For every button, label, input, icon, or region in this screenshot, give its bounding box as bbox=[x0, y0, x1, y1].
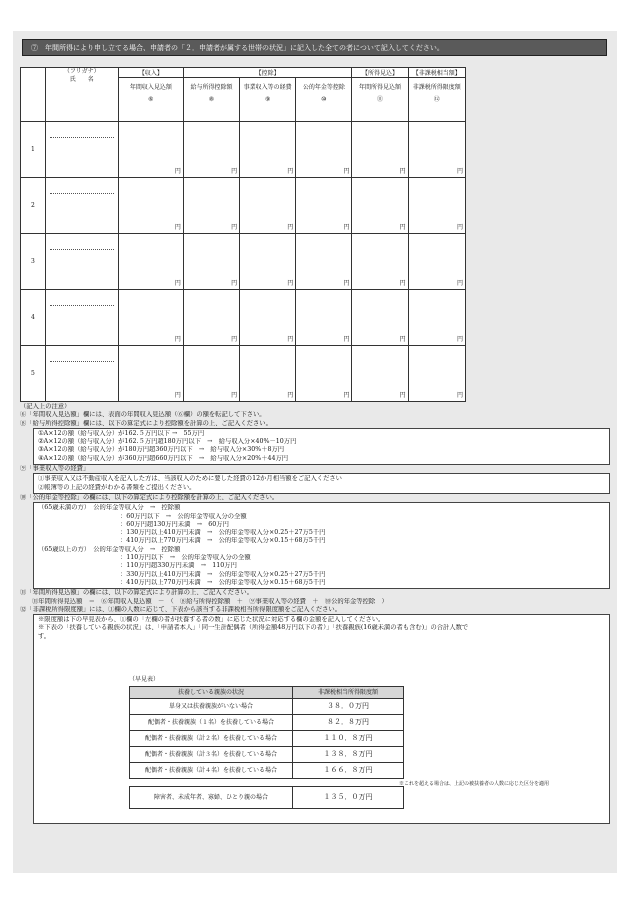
hikazei-group-label: 【非課税相当額】 bbox=[408, 68, 465, 78]
jigyo-input[interactable]: 円 bbox=[240, 234, 296, 290]
quick-table-status: 単身又は扶養親族がいない場合 bbox=[130, 699, 293, 715]
name-input-cell[interactable] bbox=[45, 122, 118, 178]
note-8: ⑧「給与所得控除額」欄には、以下の算定式により控除額を計算の上、ご記入ください。 bbox=[20, 419, 272, 427]
nenkin-input[interactable]: 円 bbox=[296, 178, 352, 234]
note-11: ⑪「年間所得見込額」の欄には、以下の算定式により計算の上、ご記入ください。 bbox=[20, 589, 253, 597]
mark-8: ⑧ bbox=[208, 96, 215, 103]
hikazei-input[interactable]: 円 bbox=[408, 346, 465, 402]
hikazei-input[interactable]: 円 bbox=[408, 234, 465, 290]
form-page bbox=[13, 31, 617, 873]
name-label: 氏 名 bbox=[69, 76, 94, 83]
note-9: ⑨「事業収入等の経費」 bbox=[20, 465, 90, 473]
nenkin-rule: ：410万円以上770万円未満 → 公的年金等収入分×0.15＋68万5千円 bbox=[120, 578, 326, 586]
shotoku-input[interactable]: 円 bbox=[352, 122, 408, 178]
income-input[interactable]: 円 bbox=[118, 346, 183, 402]
notes-section bbox=[20, 403, 610, 824]
mark-9: ⑨ bbox=[264, 96, 271, 103]
kyuyo-rule: ②A×12の額（給与収入分）が162.５万円超180万円以下 → 給与収入分×40%－10万円 bbox=[38, 438, 297, 446]
section-banner: ⑦ 年間所得により申し立てる場合、申請者の「２．申請者が属する世帯の状況」に記入した全ての者について記入してください。 bbox=[22, 39, 607, 56]
nenkin-input[interactable]: 円 bbox=[296, 122, 352, 178]
shotoku-input[interactable]: 円 bbox=[352, 346, 408, 402]
income-group-label: 【収入】 bbox=[118, 68, 183, 78]
col-income: 年間収入見込額 bbox=[129, 84, 172, 91]
name-input-cell[interactable] bbox=[45, 178, 118, 234]
note-10: ⑩「公的年金等控除」の欄には、以下の算定式により控除額を計算の上、ご記入ください。 bbox=[20, 493, 279, 501]
quick-table-status: 配偶者・扶養親族（計３名）を扶養している場合 bbox=[130, 747, 293, 763]
jigyo-rule: ①事業収入又は不動産収入を記入した方は、当該収入のために要した経費の12か月相当額をご記入ください bbox=[38, 475, 342, 483]
row-number: 2 bbox=[21, 178, 46, 234]
hikazei-instruction: ※限度額は下の早見表から、①欄の「左欄の者が扶養する者の数」に応じた状況に対応する欄の金額を記入してください。 bbox=[38, 616, 385, 624]
income-input[interactable]: 円 bbox=[118, 178, 183, 234]
name-input-cell[interactable] bbox=[45, 290, 118, 346]
mark-10: ⑩ bbox=[321, 96, 327, 103]
income-input[interactable]: 円 bbox=[118, 290, 183, 346]
shotoku-input[interactable]: 円 bbox=[352, 290, 408, 346]
quick-table-header-limit: 非課税相当所得限度額 bbox=[293, 687, 404, 699]
nenkin-input[interactable]: 円 bbox=[296, 234, 352, 290]
nenkin-rule: ：130万円以上410万円未満 → 公的年金等収入分×0.25＋27万5千円 bbox=[120, 529, 326, 537]
nenkin-rule: ：60万円超130万円未満 → 60万円 bbox=[120, 520, 229, 528]
row-number-header bbox=[21, 68, 46, 122]
kyuyo-input[interactable]: 円 bbox=[183, 290, 239, 346]
quick-table-limit: １１０．８万円 bbox=[293, 731, 404, 747]
col-jigyo: 事業収入等の経費 bbox=[243, 84, 292, 91]
hikazei-input[interactable]: 円 bbox=[408, 290, 465, 346]
kyuyo-input[interactable]: 円 bbox=[183, 346, 239, 402]
note-6: ⑥「年間収入見込額」欄には、表面の年間収入見込額（⑥欄）の額を転記して下さい。 bbox=[20, 411, 266, 419]
kyuyo-rule: ③A×12の額（給与収入分）が180万円超360万円以下 → 給与収入分×30%＋8万円 bbox=[38, 446, 285, 454]
nenkin-rule: ：410万円以上770万円未満 → 公的年金等収入分×0.15＋68万5千円 bbox=[120, 537, 326, 545]
shotoku-group-label: 【所得見込】 bbox=[352, 68, 408, 78]
row-number: 5 bbox=[21, 346, 46, 402]
income-table bbox=[20, 67, 466, 402]
quick-table-label: （早見表） bbox=[129, 676, 160, 684]
name-input-cell[interactable] bbox=[45, 234, 118, 290]
row-number: 1 bbox=[21, 122, 46, 178]
kyuyo-rule: ④A×12の額（給与収入分）が360万円超660万円以下 → 給与収入分×20%＋44万円 bbox=[38, 454, 289, 462]
row-number: 4 bbox=[21, 290, 46, 346]
hikazei-input[interactable]: 円 bbox=[408, 178, 465, 234]
jigyo-input[interactable]: 円 bbox=[240, 178, 296, 234]
furigana-label: （フリガナ） bbox=[63, 68, 100, 75]
shotoku-input[interactable]: 円 bbox=[352, 178, 408, 234]
kyuyo-input[interactable]: 円 bbox=[183, 178, 239, 234]
note-12: ⑫「非課税所得限度額」には、①欄の人数に応じて、下表から該当する非課税相当所得限度額をご記入ください。 bbox=[20, 605, 342, 613]
note-11-formula: ⑪年間所得見込額 ＝ ⑥年間収入見込額 － （ ⑧給与所得控除額 ＋ ⑨事業収入等の経費 ＋ ⑩公的年金等控除 ） bbox=[32, 597, 388, 605]
hikazei-input[interactable]: 円 bbox=[408, 122, 465, 178]
income-input[interactable]: 円 bbox=[118, 122, 183, 178]
quick-table-limit: １３８．８万円 bbox=[293, 747, 404, 763]
quick-table-status: 配偶者・扶養親族（計４名）を扶養している場合 bbox=[130, 763, 293, 779]
row-number: 3 bbox=[21, 234, 46, 290]
nenkin-rule: （65歳未満の方） 公的年金等収入分 → 控除額 bbox=[38, 504, 181, 512]
shotoku-input[interactable]: 円 bbox=[352, 234, 408, 290]
nenkin-rule: ：60万円以下 → 公的年金等収入分の全額 bbox=[120, 512, 247, 520]
quick-table-header-status: 扶養している親族の状況 bbox=[130, 687, 293, 699]
quick-table-extra-limit: １３５．０万円 bbox=[293, 787, 404, 809]
quick-table-status: 配偶者・扶養親族（計２名）を扶養している場合 bbox=[130, 731, 293, 747]
jigyo-box bbox=[33, 473, 610, 494]
quick-table-limit: １６６．８万円 bbox=[293, 763, 404, 779]
quick-table-extra-status: 障害者、未成年者、寡婦、ひとり親の場合 bbox=[130, 787, 293, 809]
kyuyo-input[interactable]: 円 bbox=[183, 234, 239, 290]
jigyo-input[interactable]: 円 bbox=[240, 290, 296, 346]
jigyo-rule: ②帳簿等の上記の経費がわかる書類をご提出ください。 bbox=[38, 483, 196, 491]
name-input-cell[interactable] bbox=[45, 346, 118, 402]
nenkin-input[interactable]: 円 bbox=[296, 346, 352, 402]
nenkin-input[interactable]: 円 bbox=[296, 290, 352, 346]
col-hikazei: 非課税所得限度額 bbox=[412, 84, 461, 91]
hikazei-instruction: ※下表の「扶養している親族の状況」は、「申請者本人」「同一生計配偶者（所得金額48万円以下の者）」「扶養親族(16歳未満の者も含む)」の合計人数で bbox=[38, 624, 469, 632]
nenkin-rule: ：110万円超330万円未満 → 110万円 bbox=[120, 562, 237, 570]
side-note: ※これを超える場合は、上記の被扶養者の人数に応じた区分を適用 bbox=[399, 781, 550, 788]
nenkin-rule: （65歳以上の方） 公的年金等収入分 → 控除額 bbox=[38, 545, 181, 553]
col-nenkin: 公的年金等控除 bbox=[302, 84, 345, 91]
quick-table-limit: ８２．８万円 bbox=[293, 715, 404, 731]
kyuyo-input[interactable]: 円 bbox=[183, 122, 239, 178]
jigyo-input[interactable]: 円 bbox=[240, 122, 296, 178]
mark-6: ⑥ bbox=[148, 96, 154, 103]
jigyo-input[interactable]: 円 bbox=[240, 346, 296, 402]
col-shotoku: 年間所得見込額 bbox=[359, 84, 402, 91]
nenkin-formula-box bbox=[33, 502, 610, 589]
income-input[interactable]: 円 bbox=[118, 234, 183, 290]
quick-table-status: 配偶者・扶養親族（１名）を扶養している場合 bbox=[130, 715, 293, 731]
col-kyuyo: 給与所得控除額 bbox=[190, 84, 233, 91]
mark-11: ⑪ bbox=[377, 96, 384, 103]
hikazei-box bbox=[33, 614, 610, 824]
kyuyo-rule: ①A×12の額（給与収入分）が162.５万円以下 → 55万円 bbox=[38, 429, 205, 437]
nenkin-rule: ：330万円以上410万円未満 → 公的年金等収入分×0.25＋27万5千円 bbox=[120, 570, 326, 578]
notes-heading: （記入上の注意） bbox=[20, 403, 71, 410]
quick-table bbox=[129, 686, 404, 809]
mark-12: ⑫ bbox=[433, 96, 440, 103]
hikazei-instruction: す。 bbox=[38, 632, 51, 640]
deduction-group-label: 【控除】 bbox=[183, 68, 352, 78]
nenkin-rule: ：110万円以下 → 公的年金等収入分の全額 bbox=[120, 554, 251, 562]
kyuyo-formula-box bbox=[33, 428, 610, 465]
quick-table-limit: ３８．０万円 bbox=[293, 699, 404, 715]
